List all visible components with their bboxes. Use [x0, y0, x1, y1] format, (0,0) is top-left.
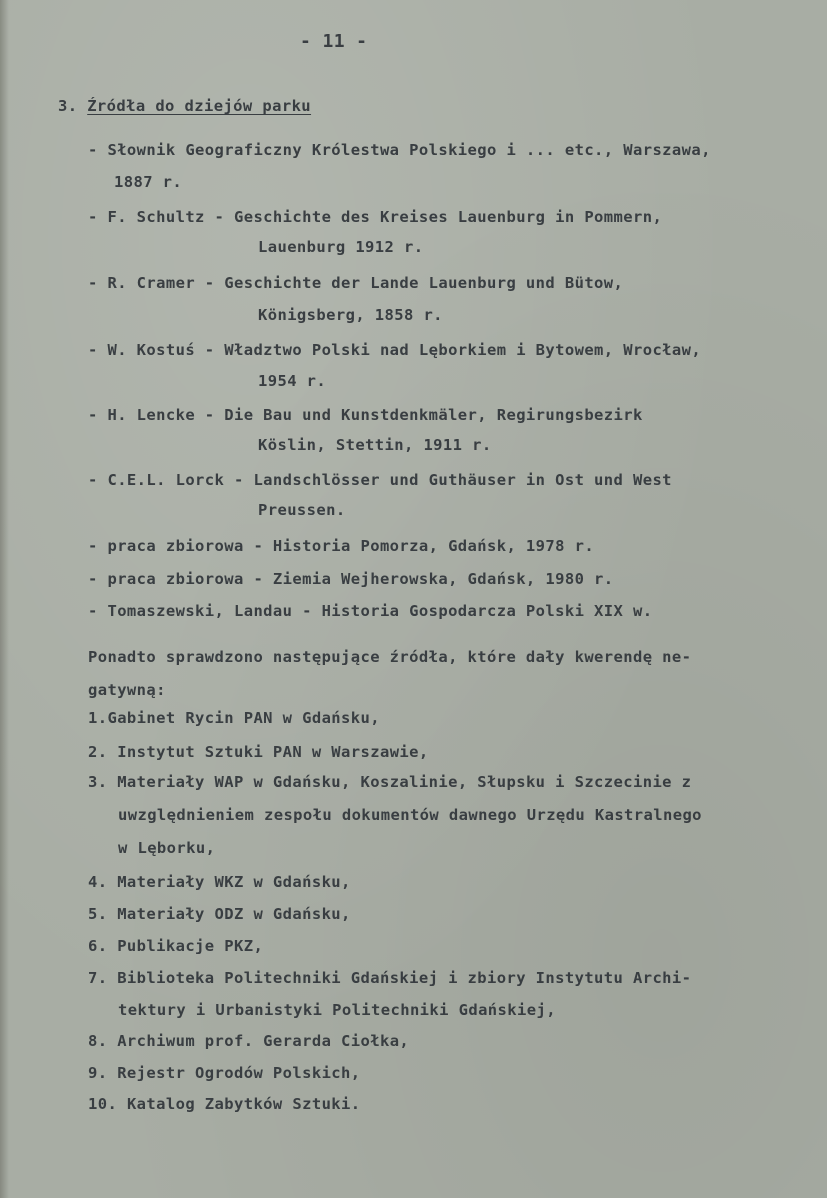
item-text: Gabinet Rycin PAN w Gdańsku, — [107, 709, 380, 727]
negative-source-9 — [88, 1063, 361, 1083]
item-text: Materiały ODZ w Gdańsku, — [117, 905, 351, 923]
source-4-line-2: 1954 r. — [258, 372, 327, 390]
source-2-line-2: Lauenburg 1912 r. — [258, 238, 424, 256]
source-1-line-1: - Słownik Geograficzny Królestwa Polskiego i ... etc., Warszawa, — [88, 141, 711, 159]
item-number: 9. — [88, 1064, 108, 1082]
item-number: 1. — [88, 709, 108, 727]
item-number: 2. — [88, 743, 108, 761]
negative-source-7 — [88, 968, 691, 988]
source-9-line-1: - Tomaszewski, Landau - Historia Gospodarcza Polski XIX w. — [88, 602, 653, 620]
negative-source-3 — [88, 772, 691, 792]
section-title: Źródła do dziejów parku — [87, 97, 312, 115]
source-6-line-2: Preussen. — [258, 501, 346, 519]
item-text: Publikacje PKZ, — [117, 937, 264, 955]
negative-source-6 — [88, 936, 263, 956]
item-number: 8. — [88, 1032, 108, 1050]
source-3-line-1: - R. Cramer - Geschichte der Lande Lauenburg und Bütow, — [88, 274, 624, 292]
page-edge-shadow — [0, 0, 9, 1198]
item-text: Archiwum prof. Gerarda Ciołka, — [117, 1032, 410, 1050]
negative-source-2 — [88, 742, 429, 762]
negative-source-7-line-2: tektury i Urbanistyki Politechniki Gdańskiej, — [118, 1001, 556, 1019]
source-5-line-2: Köslin, Stettin, 1911 r. — [258, 436, 492, 454]
source-4-line-1: - W. Kostuś - Władztwo Polski nad Lęborkiem i Bytowem, Wrocław, — [88, 341, 702, 359]
page-number: - 11 - — [300, 31, 368, 52]
negative-source-3-line-2: uwzględnieniem zespołu dokumentów dawnego Urzędu Kastralnego — [118, 806, 702, 824]
item-number: 3. — [88, 773, 108, 791]
negative-source-4 — [88, 872, 351, 892]
item-text: Instytut Sztuki PAN w Warszawie, — [117, 743, 429, 761]
section-heading — [58, 96, 311, 116]
source-8-line-1: - praca zbiorowa - Ziemia Wejherowska, Gdańsk, 1980 r. — [88, 570, 614, 588]
item-number: 7. — [88, 969, 108, 987]
item-number: 5. — [88, 905, 108, 923]
item-text: Materiały WAP w Gdańsku, Koszalinie, Słupsku i Szczecinie z — [117, 773, 692, 791]
item-number: 10. — [88, 1095, 118, 1113]
item-text: Katalog Zabytków Sztuki. — [126, 1095, 361, 1113]
item-number: 6. — [88, 937, 108, 955]
negative-source-10 — [88, 1094, 361, 1114]
negative-source-8 — [88, 1031, 409, 1051]
intro-line-2: gatywną: — [88, 681, 166, 699]
source-5-line-1: - H. Lencke - Die Bau und Kunstdenkmäler, Regirungsbezirk — [88, 406, 643, 424]
item-text: Rejestr Ogrodów Polskich, — [117, 1064, 361, 1082]
section-number: 3. — [58, 97, 78, 115]
source-3-line-2: Königsberg, 1858 r. — [258, 306, 443, 324]
negative-source-1 — [88, 708, 380, 728]
source-1-line-2: 1887 r. — [114, 173, 183, 191]
source-7-line-1: - praca zbiorowa - Historia Pomorza, Gdańsk, 1978 r. — [88, 537, 595, 555]
source-2-line-1: - F. Schultz - Geschichte des Kreises Lauenburg in Pommern, — [88, 208, 663, 226]
item-text: Materiały WKZ w Gdańsku, — [117, 873, 351, 891]
negative-source-3-line-3: w Lęborku, — [118, 839, 216, 857]
item-number: 4. — [88, 873, 108, 891]
source-6-line-1: - C.E.L. Lorck - Landschlösser und Guthäuser in Ost und West — [88, 471, 672, 489]
negative-source-5 — [88, 904, 351, 924]
intro-line-1: Ponadto sprawdzono następujące źródła, które dały kwerendę ne- — [88, 648, 692, 666]
item-text: Biblioteka Politechniki Gdańskiej i zbiory Instytutu Archi- — [117, 969, 692, 987]
